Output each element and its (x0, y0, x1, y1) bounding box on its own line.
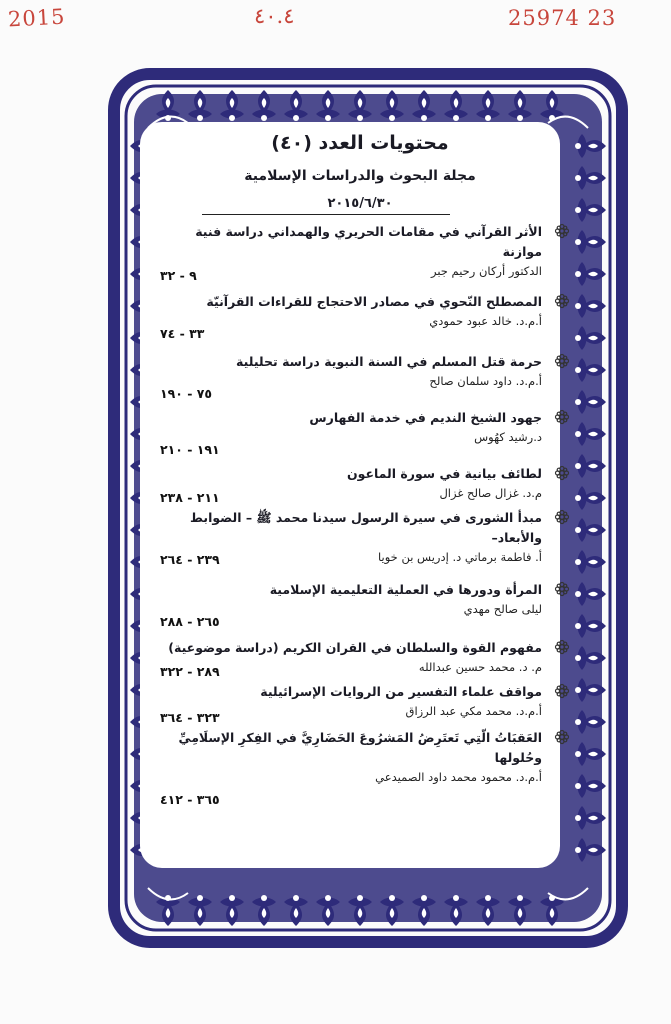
contents-page (150, 130, 570, 830)
flower-bullet-icon (554, 639, 570, 655)
flower-bullet-icon (554, 509, 570, 525)
entry-title-text: مفهوم القوة والسلطان في القران الكريم (دراسة موضوعية) (168, 640, 542, 655)
entry-author: د.رشيد كهُوس (474, 430, 542, 444)
entry-title-text: حرمة قتل المسلم في السنة النبوية دراسة تحليلية (236, 354, 542, 369)
contents-entry (150, 580, 570, 629)
entry-title (150, 728, 570, 768)
entry-pages: ٧٥ - ١٩٠ (160, 386, 213, 401)
flower-bullet-icon (554, 409, 570, 425)
flower-bullet-icon (554, 729, 570, 745)
entry-pages: ٣٣ - ٧٤ (160, 326, 205, 341)
entry-pages: ٢٣٩ - ٢٦٤ (160, 552, 220, 567)
entry-author: م. د. محمد حسين عبدالله (418, 660, 542, 674)
entry-title (150, 580, 570, 600)
entry-title-text: المرأة ودورها في العملية التعليمية الإسلامية (269, 582, 542, 597)
flower-bullet-icon (554, 465, 570, 481)
entry-pages: ٩ - ٣٢ (160, 268, 197, 283)
contents-entry (150, 638, 570, 679)
divider (202, 214, 450, 215)
handwritten-year: 2015 (7, 4, 67, 32)
entry-title-text: لطائف بيانية في سورة الماعون (346, 466, 542, 481)
entry-pages: ١٩١ - ٢١٠ (160, 442, 220, 457)
entry-title-text: الأثر القرآني في مقامات الحريري والهمداني دراسة فنية موازنة (195, 224, 542, 259)
flower-bullet-icon (554, 293, 570, 309)
entry-title-text: المصطلح النّحوي في مصادر الاحتجاج للقراءات القرآنيّة (206, 294, 542, 309)
entry-title-text: مبدأ الشورى في سيرة الرسول سيدنا محمد ﷺ – الضوابط والأبعاد– (189, 510, 542, 545)
handwritten-issue-number: ٤٠.٤ (254, 4, 295, 28)
entry-author: أ.م.د. محمود محمد داود الصميدعي (375, 770, 542, 784)
entry-pages: ٢٦٥ - ٢٨٨ (160, 614, 220, 629)
contents-entry (150, 682, 570, 725)
entry-author: أ.م.د. داود سلمان صالح (429, 374, 542, 388)
entry-title (150, 682, 570, 702)
entry-pages: ٢٨٩ - ٣٢٢ (160, 664, 220, 679)
contents-entry (150, 352, 570, 401)
handwritten-code: 25974 23 (508, 6, 617, 30)
contents-entry (150, 408, 570, 457)
entry-author: أ.م.د. خالد عبود حمودي (429, 314, 542, 328)
entry-author: م.د. غزال صالح غزال (439, 486, 542, 500)
entry-title (150, 508, 570, 548)
entry-title (150, 292, 570, 312)
contents-entry (150, 292, 570, 341)
issue-date: ٢٠١٥/٦/٣٠ (327, 196, 393, 211)
flower-bullet-icon (554, 223, 570, 239)
entry-title-text: جهود الشيخ النديم في خدمة الفهارس (309, 410, 542, 425)
entry-title (150, 222, 570, 262)
entry-author: أ. فاطمة برماتي د. إدريس بن خويا (378, 550, 542, 564)
entry-title-text: العَقبَاتُ الّتِي تَعتَرِضُ المَشرُوعَ الحَضَارِيَّ في الفِكرِ الإسلَامِيِّ وحُلولها (178, 730, 542, 765)
flower-bullet-icon (554, 581, 570, 597)
entry-title (150, 408, 570, 428)
contents-entry (150, 464, 570, 505)
contents-entry (150, 728, 570, 807)
journal-name: مجلة البحوث والدراسات الإسلامية (244, 168, 476, 184)
flower-bullet-icon (554, 353, 570, 369)
entry-author: ليلى صالح مهدي (463, 602, 542, 616)
entry-title (150, 638, 570, 658)
entry-title (150, 464, 570, 484)
entry-pages: ٣٢٣ - ٣٦٤ (160, 710, 220, 725)
entry-title (150, 352, 570, 372)
entry-author: أ.م.د. محمد مكي عبد الرزاق (405, 704, 542, 718)
flower-bullet-icon (554, 683, 570, 699)
entry-title-text: مواقف علماء التفسير من الروايات الإسرائيلية (260, 684, 542, 699)
contents-entry (150, 508, 570, 566)
entry-pages: ٣٦٥ - ٤١٢ (160, 792, 220, 807)
page-title: محتويات العدد (٤٠) (271, 132, 449, 154)
entry-author: الدكتور أركان رحيم جبر (430, 264, 542, 278)
entry-pages: ٢١١ - ٢٣٨ (160, 490, 220, 505)
contents-entry (150, 222, 570, 283)
